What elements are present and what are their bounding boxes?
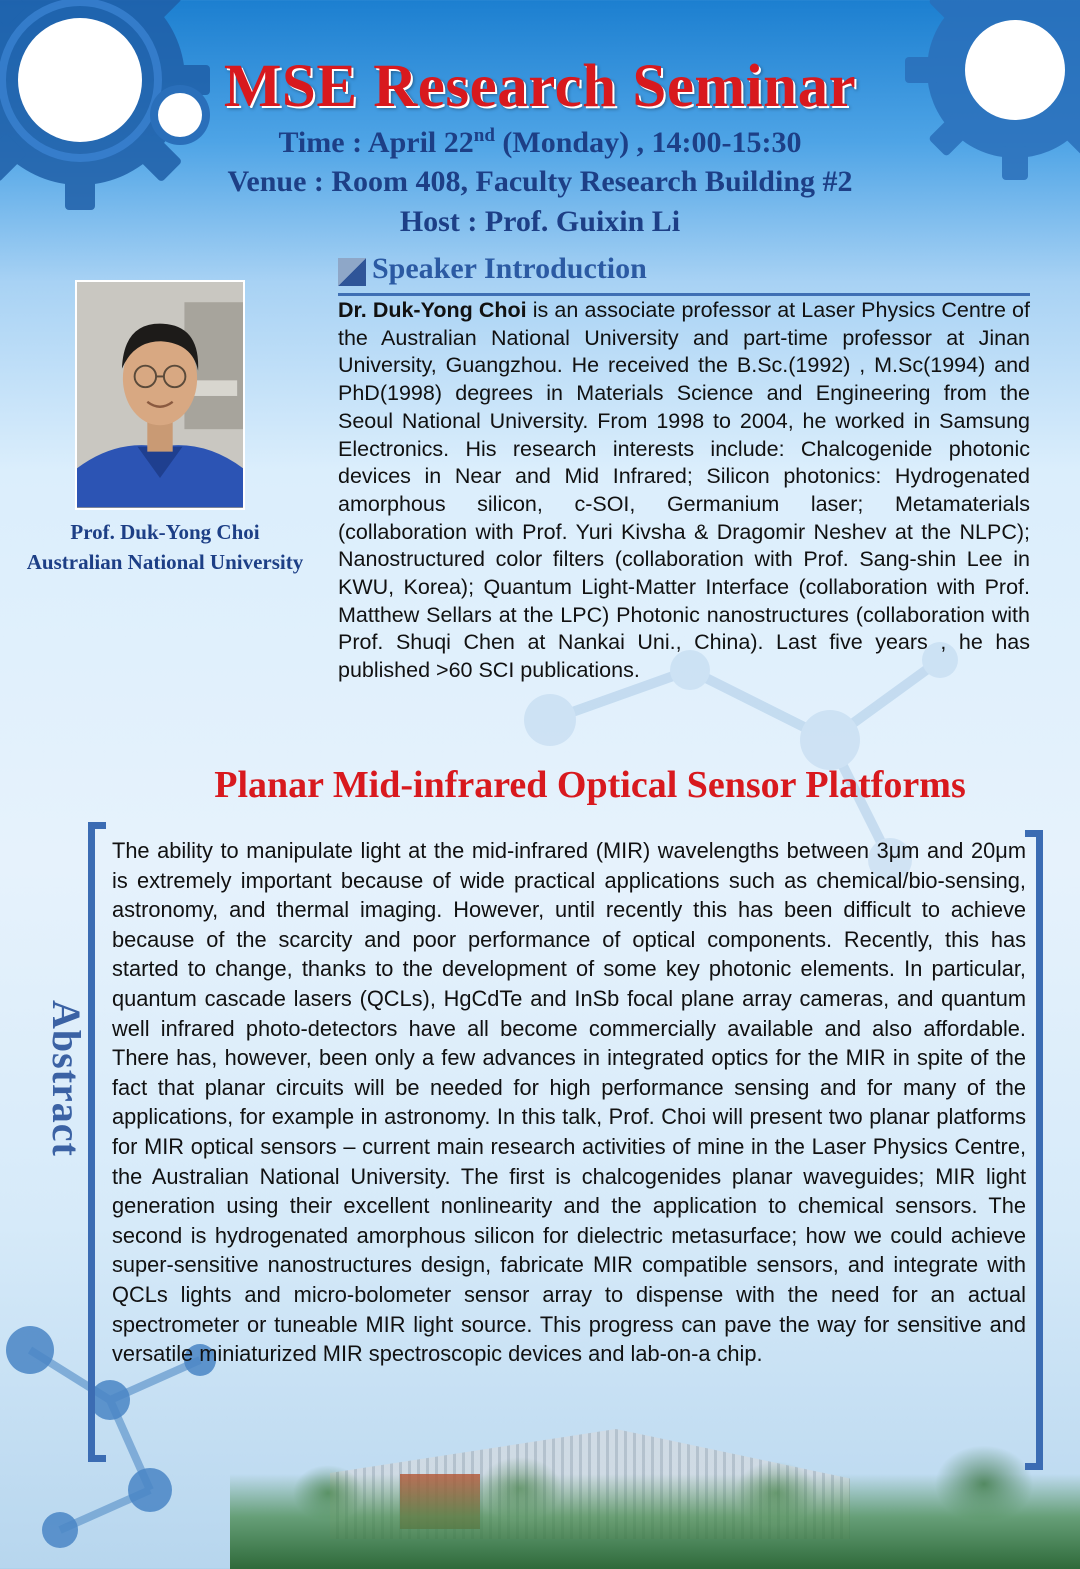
abstract-label: Abstract: [44, 1000, 89, 1157]
seminar-venue: Venue : Room 408, Faculty Research Building #2: [227, 165, 853, 198]
talk-title: Planar Mid-infrared Optical Sensor Platforms: [214, 764, 966, 806]
seminar-time: Time : April 22nd (Monday) , 14:00-15:30: [278, 125, 802, 159]
abstract-text: The ability to manipulate light at the mid-infrared (MIR) wavelengths between 3μm and 20μm is extremely important because of wide practical applications such as chemical/bio-sensing, astronomy, and thermal imaging. However, until recently this has been difficult to achieve because of the scarcity and poor performance of optical components. Recently, this has started to change, thanks to the development of some key photonic elements. In particular, quantum cascade lasers (QCLs), HgCdTe and InSb focal plane array cameras, and quantum well infrared photo-detectors have all become commercially available and also affordable. There has, however, been only a few advances in integrated optics for the MIR in spite of the fact that planar circuits will be needed for high performance sensing and for many of the applications, for example in astronomy. In this talk, Prof. Choi will present two planar platforms for MIR optical sensors – current main research activities of mine in the Laser Physics Centre, the Australian National University. The first is chalcogenides planar waveguides; MIR light generation using their excellent nonlinearity and the application to chemical sensors. The second is hydrogenated amorphous silicon for dielectric metasurface; how we could achieve super-sensitive nanostructures design, fabricate MIR compatible sensors, and integrate with QCLs lights and micro-bolometer sensor array to dispense with the need for an actual spectrometer or tuneable MIR light source. This progress can pave the way for sensitive and versatile miniaturized MIR spectroscopic devices and lab-on-a chip.: [112, 838, 1026, 1367]
speaker-photo: [75, 280, 245, 510]
speaker-affiliation: Australian National University: [26, 550, 304, 574]
speaker-section-label: Speaker Introduction: [372, 252, 647, 285]
speaker-name: Prof. Duk-Yong Choi: [70, 520, 260, 544]
abstract-bracket-right: [1025, 830, 1043, 1470]
speaker-bio: [338, 297, 1030, 685]
campus-lawn: [230, 1474, 1080, 1569]
abstract-bracket-left: [88, 822, 106, 1462]
square-icon: [338, 258, 366, 286]
speaker-section-header: [338, 252, 1030, 296]
speaker-bio-text: is an associate professor at Laser Physics Centre of the Australian National University and part-time professor at Jinan University, Guangzhou. He received the B.Sc.(1992) , M.Sc(1994) and PhD(1998) degrees in Materials Science and Engineering from the Seoul National University. From 1998 to 2004, he worked in Samsung Electronics. His research interests include: Chalcogenide photonic devices in Near and Mid Infrared; Silicon photonics: Hydrogenated amorphous silicon, c-SOI, Germanium laser; Metamaterials (collaboration with Prof. Yuri Kivsha & Dragomir Neshev at the NLPC); Nanostructured color filters (collaboration with Prof. Sang-shin Lee in KWU, Korea); Quantum Light-Matter Interface (collaboration with Prof. Matthew Sellars at the LPC) Photonic nanostructures (collaboration with Prof. Shuqi Chen at Nankai Uni., China). Last five years , he has published >60 SCI publications.: [338, 298, 1030, 683]
page-title: MSE Research Seminar: [223, 53, 857, 120]
seminar-host: Host : Prof. Guixin Li: [399, 205, 681, 238]
speaker-bio-name: Dr. Duk-Yong Choi: [338, 298, 527, 322]
